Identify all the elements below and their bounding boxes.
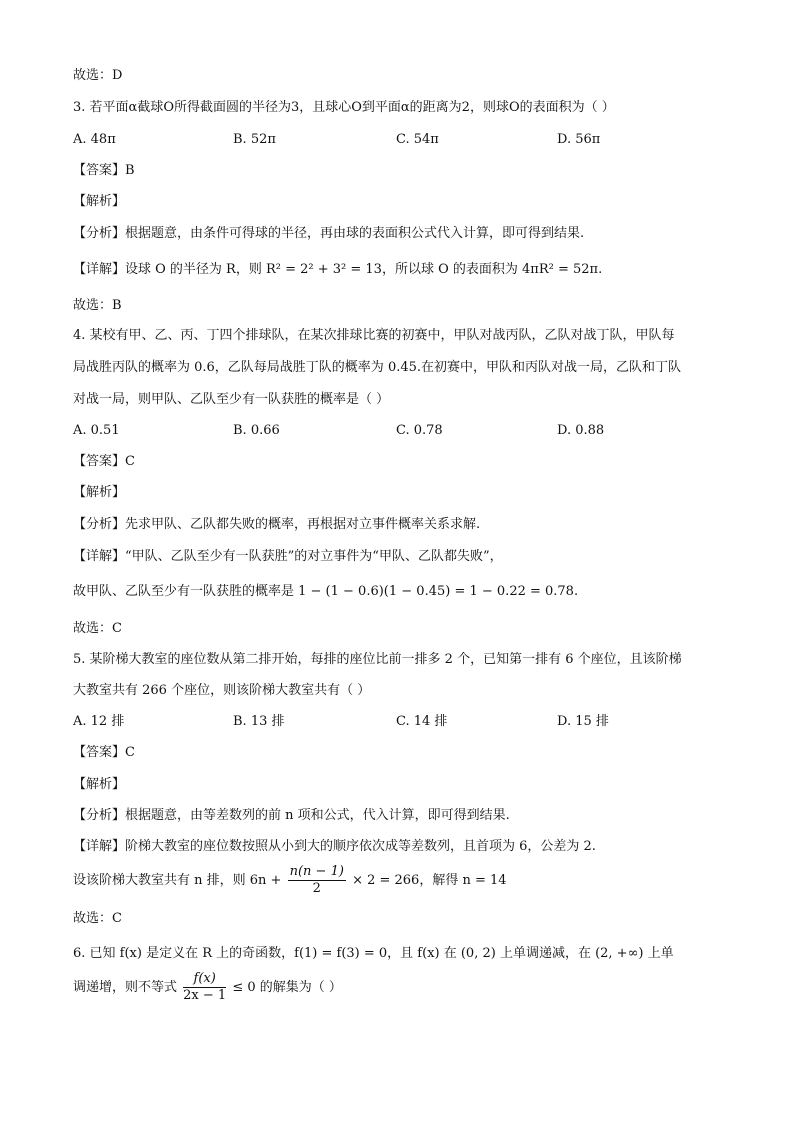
q5-calc bbox=[73, 863, 507, 899]
q5-option-b: B. 13 排 bbox=[233, 714, 285, 729]
question-4-line1: 4. 某校有甲、乙、丙、丁四个排球队，在某次排球比赛的初赛中，甲队对战丙队，乙队对战丁队，甲队每 bbox=[73, 328, 675, 343]
q3-analysis: 【分析】根据题意，由条件可得球的半径，再由球的表面积公式代入计算，即可得到结果. bbox=[73, 226, 585, 241]
q5-fraction-numerator: n(n − 1) bbox=[289, 864, 344, 879]
q6-fraction bbox=[183, 971, 226, 1004]
q4-answer: 【答案】C bbox=[73, 454, 135, 469]
q6-fraction-numerator: f(x) bbox=[183, 971, 226, 988]
q5-option-a: A. 12 排 bbox=[73, 714, 125, 729]
q4-detail: 【详解】“甲队、乙队至少有一队获胜”的对立事件为“甲队、乙队都失败”， bbox=[73, 549, 503, 564]
q3-choice: 故选：B bbox=[73, 298, 122, 313]
q4-jiexi: 【解析】 bbox=[73, 485, 126, 500]
q3-option-d: D. 56π bbox=[557, 132, 601, 147]
q5-fraction bbox=[288, 864, 346, 897]
q5-choice: 故选：C bbox=[73, 911, 122, 926]
q4-option-d: D. 0.88 bbox=[557, 423, 605, 438]
q4-option-b: B. 0.66 bbox=[233, 423, 280, 438]
question-4-line2: 局战胜丙队的概率为 0.6，乙队每局战胜丁队的概率为 0.45.在初赛中，甲队和丙队对战一局，乙队和丁队 bbox=[73, 360, 682, 375]
q6-line2-pre: 调递增，则不等式 bbox=[73, 980, 178, 995]
q6-fraction-denominator: 2x − 1 bbox=[183, 988, 227, 1003]
question-5-line2: 大教室共有 266 个座位，则该阶梯大教室共有（ ） bbox=[73, 683, 371, 698]
q4-calc: 故甲队、乙队至少有一队获胜的概率是 1 − (1 − 0.6)(1 − 0.45) = 1 − 0.22 = 0.78. bbox=[73, 584, 579, 599]
answer-line: 故选：D bbox=[73, 68, 123, 83]
q3-option-c: C. 54π bbox=[396, 132, 439, 147]
q3-option-b: B. 52π bbox=[233, 132, 276, 147]
question-6-line1: 6. 已知 f(x) 是定义在 R 上的奇函数，f(1) = f(3) = 0，且 f(x) 在 (0, 2) 上单调递减，在 (2, +∞) 上单 bbox=[73, 946, 674, 961]
q3-detail: 【详解】设球 O 的半径为 R，则 R² = 2² + 3² = 13，所以球 O 的表面积为 4πR² = 52π. bbox=[73, 262, 603, 277]
q4-option-c: C. 0.78 bbox=[396, 423, 443, 438]
q4-option-a: A. 0.51 bbox=[73, 423, 120, 438]
q5-option-c: C. 14 排 bbox=[396, 714, 448, 729]
q5-answer: 【答案】C bbox=[73, 745, 135, 760]
question-6-line2 bbox=[73, 970, 342, 1006]
question-3: 3. 若平面α截球O所得截面圆的半径为3，且球心O到平面α的距离为2，则球O的表面积为（ ） bbox=[73, 100, 615, 115]
q5-calc-pre: 设该阶梯大教室共有 n 排，则 6n + bbox=[73, 873, 282, 888]
q5-jiexi: 【解析】 bbox=[73, 777, 126, 792]
q5-option-d: D. 15 排 bbox=[557, 714, 609, 729]
q5-detail: 【详解】阶梯大教室的座位数按照从小到大的顺序依次成等差数列，且首项为 6，公差为 2. bbox=[73, 839, 596, 854]
q5-fraction-denominator: 2 bbox=[312, 881, 321, 896]
q5-analysis: 【分析】根据题意，由等差数列的前 n 项和公式，代入计算，即可得到结果. bbox=[73, 808, 510, 823]
q5-calc-post: × 2 = 266，解得 n = 14 bbox=[352, 873, 507, 888]
q3-jiexi: 【解析】 bbox=[73, 194, 126, 209]
q6-line2-post: ≤ 0 的解集为（ ） bbox=[232, 980, 342, 995]
q3-option-a: A. 48π bbox=[73, 132, 116, 147]
q4-analysis: 【分析】先求甲队、乙队都失败的概率，再根据对立事件概率关系求解. bbox=[73, 517, 481, 532]
q4-choice: 故选：C bbox=[73, 621, 122, 636]
q3-answer: 【答案】B bbox=[73, 163, 135, 178]
question-5-line1: 5. 某阶梯大教室的座位数从第二排开始，每排的座位比前一排多 2 个，已知第一排有 6 个座位，且该阶梯 bbox=[73, 652, 682, 667]
question-4-line3: 对战一局，则甲队、乙队至少有一队获胜的概率是（ ） bbox=[73, 392, 390, 407]
